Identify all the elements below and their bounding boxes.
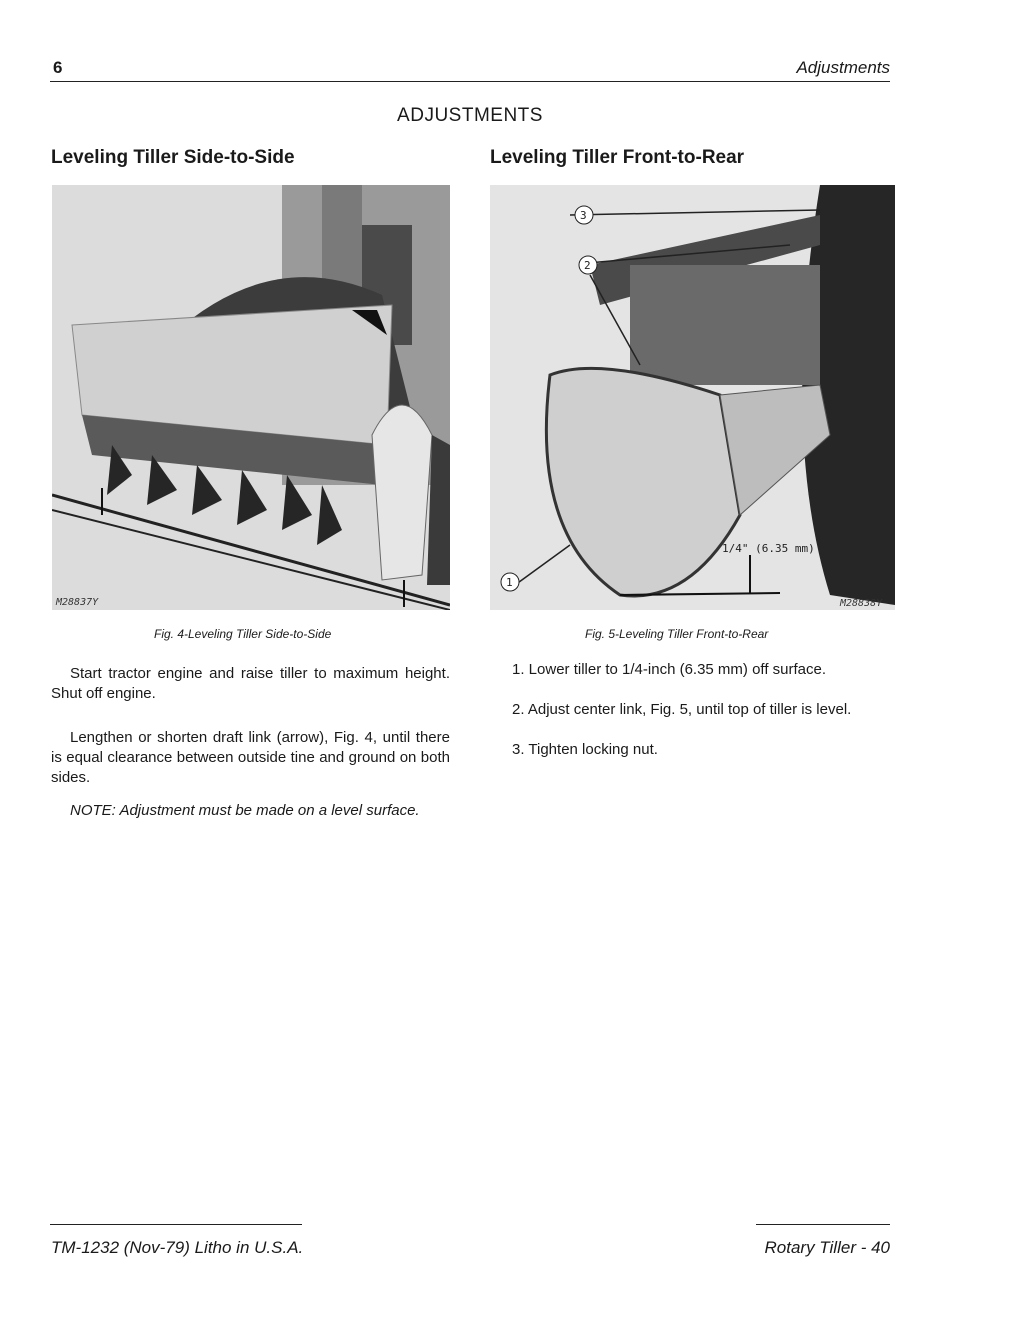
figure-5-photo-id: M28838Y: [840, 598, 883, 609]
figure-4-photo: [52, 185, 450, 610]
callout-2: 2: [584, 259, 591, 272]
dimension-label: 1/4" (6.35 mm): [722, 542, 815, 555]
step-item: 1. Lower tiller to 1/4-inch (6.35 mm) off surface.: [512, 661, 827, 678]
figure-4-caption: Fig. 4-Leveling Tiller Side-to-Side: [154, 627, 332, 641]
running-head: Adjustments: [796, 58, 890, 77]
figure-4-photo-id: M28837Y: [56, 597, 99, 608]
callout-1: 1: [506, 576, 513, 589]
page-number: 6: [53, 58, 63, 77]
section-heading-front-to-rear: Leveling Tiller Front-to-Rear: [490, 147, 745, 168]
step-item: 3. Tighten locking nut.: [512, 741, 658, 758]
callout-3: 3: [580, 209, 587, 222]
footer-manual-id: TM-1232 (Nov-79) Litho in U.S.A.: [51, 1238, 304, 1257]
footer-rule-left: [50, 1224, 302, 1225]
footer-page-ref: Rotary Tiller - 40: [764, 1238, 890, 1257]
front-to-rear-steps: [512, 661, 912, 781]
paragraph-start-engine: Start tractor engine and raise tiller to maximum height. Shut off engine.: [51, 665, 450, 702]
header-rule: [50, 81, 890, 82]
footer-rule-right: [756, 1224, 890, 1225]
figure-5-photo: [490, 185, 895, 610]
section-heading-side-to-side: Leveling Tiller Side-to-Side: [51, 147, 295, 168]
step-item: 2. Adjust center link, Fig. 5, until top of tiller is level.: [512, 701, 852, 718]
note-level-surface: NOTE: Adjustment must be made on a level surface.: [70, 802, 420, 819]
paragraph-draft-link: Lengthen or shorten draft link (arrow), Fig. 4, until there is equal clearance between outside tine and ground on both sides.: [51, 729, 450, 786]
figure-5-caption: Fig. 5-Leveling Tiller Front-to-Rear: [585, 627, 769, 641]
page-title: ADJUSTMENTS: [397, 105, 543, 126]
